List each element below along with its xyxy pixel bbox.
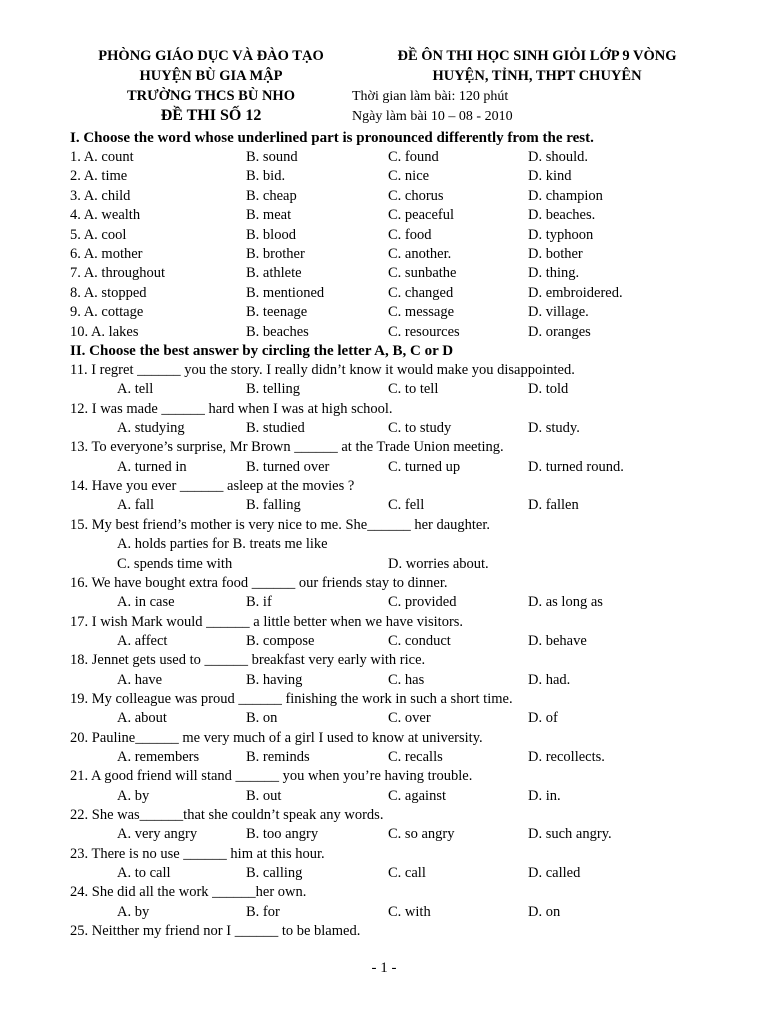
department-name: PHÒNG GIÁO DỤC VÀ ĐÀO TẠO xyxy=(98,48,324,64)
option-a: 6. A. mother xyxy=(70,246,143,262)
question-stem xyxy=(0,478,768,497)
option-c[interactable]: C. so angry xyxy=(388,826,455,843)
answer-options xyxy=(0,788,768,807)
option-c[interactable]: C. over xyxy=(388,710,431,727)
option-b[interactable]: B. falling xyxy=(246,497,301,514)
option-a: 10. A. lakes xyxy=(70,323,139,340)
option-c[interactable]: C. provided xyxy=(388,594,457,611)
option-b[interactable]: B. too angry xyxy=(246,826,319,843)
option-d[interactable]: D. such angry. xyxy=(528,826,612,843)
question-stem xyxy=(0,575,768,594)
question-text: 15. My best friend’s mother is very nice to me. She______ her daughter. xyxy=(70,516,491,533)
question-text: 23. There is no use ______ him at this hour. xyxy=(70,845,325,862)
option-b[interactable]: B. compose xyxy=(246,632,315,649)
option-a[interactable]: A. studying xyxy=(117,420,185,437)
answer-options xyxy=(0,594,768,613)
option-c[interactable]: C. to study xyxy=(388,420,452,437)
option-a: 8. A. stopped xyxy=(70,284,147,301)
option-d[interactable]: D. turned round. xyxy=(528,458,624,475)
question-stem xyxy=(0,768,768,787)
option-d: D. village. xyxy=(528,304,589,321)
option-c[interactable]: C. turned up xyxy=(388,458,461,475)
option-c[interactable]: C. against xyxy=(388,787,446,804)
exam-subtitle: HUYỆN, TỈNH, THPT CHUYÊN xyxy=(432,68,642,84)
option-c[interactable]: C. has xyxy=(388,671,425,688)
question-text: 21. A good friend will stand ______ you when you’re having trouble. xyxy=(70,768,473,785)
question-stem xyxy=(0,923,768,942)
answer-options xyxy=(0,381,768,400)
option-d[interactable]: D. of xyxy=(528,710,558,727)
page-number: - 1 - xyxy=(371,960,397,976)
option-a[interactable]: C. spends time with xyxy=(117,555,233,572)
question-text: 12. I was made ______ hard when I was at high school. xyxy=(70,400,393,417)
option-d: D. should. xyxy=(528,149,589,165)
option-c: C. another. xyxy=(388,246,452,262)
question-stem xyxy=(0,652,768,671)
option-b[interactable]: B. reminds xyxy=(246,749,310,765)
option-a[interactable]: A. have xyxy=(117,671,163,688)
option-d[interactable]: D. fallen xyxy=(528,497,579,514)
option-c[interactable]: C. call xyxy=(388,865,426,882)
option-c[interactable]: C. recalls xyxy=(388,749,443,765)
option-c: C. resources xyxy=(388,323,460,340)
pronunciation-row xyxy=(0,246,768,265)
option-a[interactable]: A. remembers xyxy=(117,749,200,765)
question-text: 14. Have you ever ______ asleep at the movies ? xyxy=(70,478,355,495)
option-b[interactable]: B. on xyxy=(246,710,278,727)
option-c: C. food xyxy=(388,226,432,243)
option-b[interactable]: B. calling xyxy=(246,865,303,882)
option-d: D. thing. xyxy=(528,265,580,282)
option-c[interactable]: C. with xyxy=(388,903,431,920)
option-a: 2. A. time xyxy=(70,168,128,185)
question-stem xyxy=(0,846,768,865)
question-stem xyxy=(0,439,768,458)
option-b: B. beaches xyxy=(246,323,309,340)
option-d: D. embroidered. xyxy=(528,284,623,301)
question-text: 19. My colleague was proud ______ finishing the work in such a short time. xyxy=(70,690,513,707)
question-text: 13. To everyone’s surprise, Mr Brown ______ at the Trade Union meeting. xyxy=(70,439,504,456)
exam-title: ĐỀ ÔN THI HỌC SINH GIỎI LỚP 9 VÒNG xyxy=(397,48,677,64)
option-d: D. oranges xyxy=(528,323,591,340)
question-text: 24. She did all the work ______her own. xyxy=(70,884,307,901)
question-stem xyxy=(0,691,768,710)
option-b: B. blood xyxy=(246,226,296,243)
option-b[interactable]: B. if xyxy=(246,594,272,611)
pronunciation-row xyxy=(0,207,768,226)
pronunciation-row xyxy=(0,168,768,187)
option-b[interactable]: B. having xyxy=(246,671,303,688)
answer-options xyxy=(0,420,768,439)
option-b[interactable]: B. turned over xyxy=(246,458,330,475)
question-stem xyxy=(0,401,768,420)
option-d: D. typhoon xyxy=(528,226,594,243)
option-d[interactable]: D. called xyxy=(528,865,581,882)
question-stem xyxy=(0,884,768,903)
option-b: B. brother xyxy=(246,246,305,262)
option-c: C. nice xyxy=(388,168,430,185)
option-d: D. champion xyxy=(528,187,603,204)
option-b[interactable]: B. out xyxy=(246,787,282,804)
exam-time: Thời gian làm bài: 120 phút xyxy=(352,89,509,104)
option-b: B. sound xyxy=(246,149,298,165)
option-d[interactable]: D. recollects. xyxy=(528,749,605,765)
answer-options xyxy=(0,749,768,768)
question-text: 11. I regret ______ you the story. I really didn’t know it would make you disappointed. xyxy=(70,362,575,378)
section-1-title: I. Choose the word whose underlined part is pronounced differently from the rest. xyxy=(70,130,594,146)
option-b[interactable]: B. studied xyxy=(246,420,305,437)
answer-options xyxy=(0,497,768,516)
pronunciation-row xyxy=(0,324,768,343)
option-b: B. cheap xyxy=(246,187,297,204)
answer-options xyxy=(0,826,768,845)
option-c: C. chorus xyxy=(388,187,444,204)
option-a[interactable]: A. about xyxy=(117,710,167,727)
option-b: B. mentioned xyxy=(246,284,325,301)
option-a[interactable]: A. by xyxy=(117,787,150,804)
answer-options xyxy=(0,672,768,691)
question-text: 18. Jennet gets used to ______ breakfast very early with rice. xyxy=(70,652,426,669)
option-c[interactable]: D. worries about. xyxy=(388,555,489,572)
question-text: 16. We have bought extra food ______ our friends stay to dinner. xyxy=(70,574,448,591)
answer-options xyxy=(0,459,768,478)
option-a: 5. A. cool xyxy=(70,226,127,243)
option-c: C. found xyxy=(388,149,439,165)
option-c: C. changed xyxy=(388,284,454,301)
answer-options xyxy=(0,556,768,575)
option-a[interactable]: A. fall xyxy=(117,497,155,514)
option-b: B. meat xyxy=(246,207,292,224)
option-a: 9. A. cottage xyxy=(70,304,144,321)
pronunciation-row xyxy=(0,188,768,207)
pronunciation-row xyxy=(0,304,768,323)
option-b: B. bid. xyxy=(246,168,286,185)
option-a[interactable]: A. by xyxy=(117,903,150,920)
option-c[interactable]: C. conduct xyxy=(388,632,451,649)
answer-options xyxy=(0,904,768,923)
option-b: B. teenage xyxy=(246,304,308,321)
option-c[interactable]: C. fell xyxy=(388,497,425,514)
option-a: 7. A. throughout xyxy=(70,265,166,282)
option-c: C. peaceful xyxy=(388,207,455,224)
option-d: D. bother xyxy=(528,246,583,262)
question-stem xyxy=(0,517,768,536)
pronunciation-row xyxy=(0,285,768,304)
option-d[interactable]: D. study. xyxy=(528,420,580,437)
question-text: 17. I wish Mark would ______ a little better when we have visitors. xyxy=(70,613,464,630)
option-a[interactable]: A. tell xyxy=(117,381,154,398)
pronunciation-row xyxy=(0,149,768,168)
answer-options xyxy=(0,633,768,652)
option-a[interactable]: A. in case xyxy=(117,594,175,611)
option-d[interactable]: D. told xyxy=(528,381,569,398)
option-b[interactable]: B. for xyxy=(246,903,280,920)
option-d[interactable]: D. had. xyxy=(528,671,571,688)
option-a[interactable]: A. turned in xyxy=(117,458,187,475)
school-name: TRƯỜNG THCS BÙ NHO xyxy=(127,88,295,104)
option-a[interactable]: A. affect xyxy=(117,632,168,649)
question-stem xyxy=(0,807,768,826)
question-text: 20. Pauline______ me very much of a girl I used to know at university. xyxy=(70,729,483,746)
exam-date: Ngày làm bài 10 – 08 - 2010 xyxy=(352,109,513,124)
option-d[interactable]: D. on xyxy=(528,903,561,920)
answer-options xyxy=(0,710,768,729)
option-d[interactable]: D. behave xyxy=(528,632,587,649)
question-stem xyxy=(0,362,768,381)
option-c: C. message xyxy=(388,304,455,321)
question-text: 25. Neitther my friend nor I ______ to be blamed. xyxy=(70,923,361,940)
option-d[interactable]: D. as long as xyxy=(528,594,603,611)
district-name: HUYỆN BÙ GIA MẬP xyxy=(139,68,283,84)
answer-options xyxy=(0,865,768,884)
option-c: C. sunbathe xyxy=(388,265,457,282)
options-line: A. holds parties for B. treats me like xyxy=(117,536,328,553)
option-d: D. beaches. xyxy=(528,207,596,224)
option-a[interactable]: A. very angry xyxy=(117,826,198,843)
option-a: 1. A. count xyxy=(70,149,134,165)
section-2-title: II. Choose the best answer by circling the letter A, B, C or D xyxy=(70,343,454,359)
pronunciation-row xyxy=(0,265,768,284)
answer-options xyxy=(0,536,768,555)
question-text: 22. She was______that she couldn’t speak any words. xyxy=(70,807,384,824)
option-c[interactable]: C. to tell xyxy=(388,381,439,398)
option-d: D. kind xyxy=(528,168,572,185)
question-stem xyxy=(0,614,768,633)
option-b: B. athlete xyxy=(246,265,302,282)
option-a: 3. A. child xyxy=(70,187,131,204)
option-d[interactable]: D. in. xyxy=(528,787,561,804)
question-stem xyxy=(0,730,768,749)
option-a[interactable]: A. to call xyxy=(117,865,171,882)
exam-number: ĐỀ THI SỐ 12 xyxy=(160,107,262,124)
option-b[interactable]: B. telling xyxy=(246,381,300,398)
pronunciation-row xyxy=(0,227,768,246)
option-a: 4. A. wealth xyxy=(70,207,141,224)
